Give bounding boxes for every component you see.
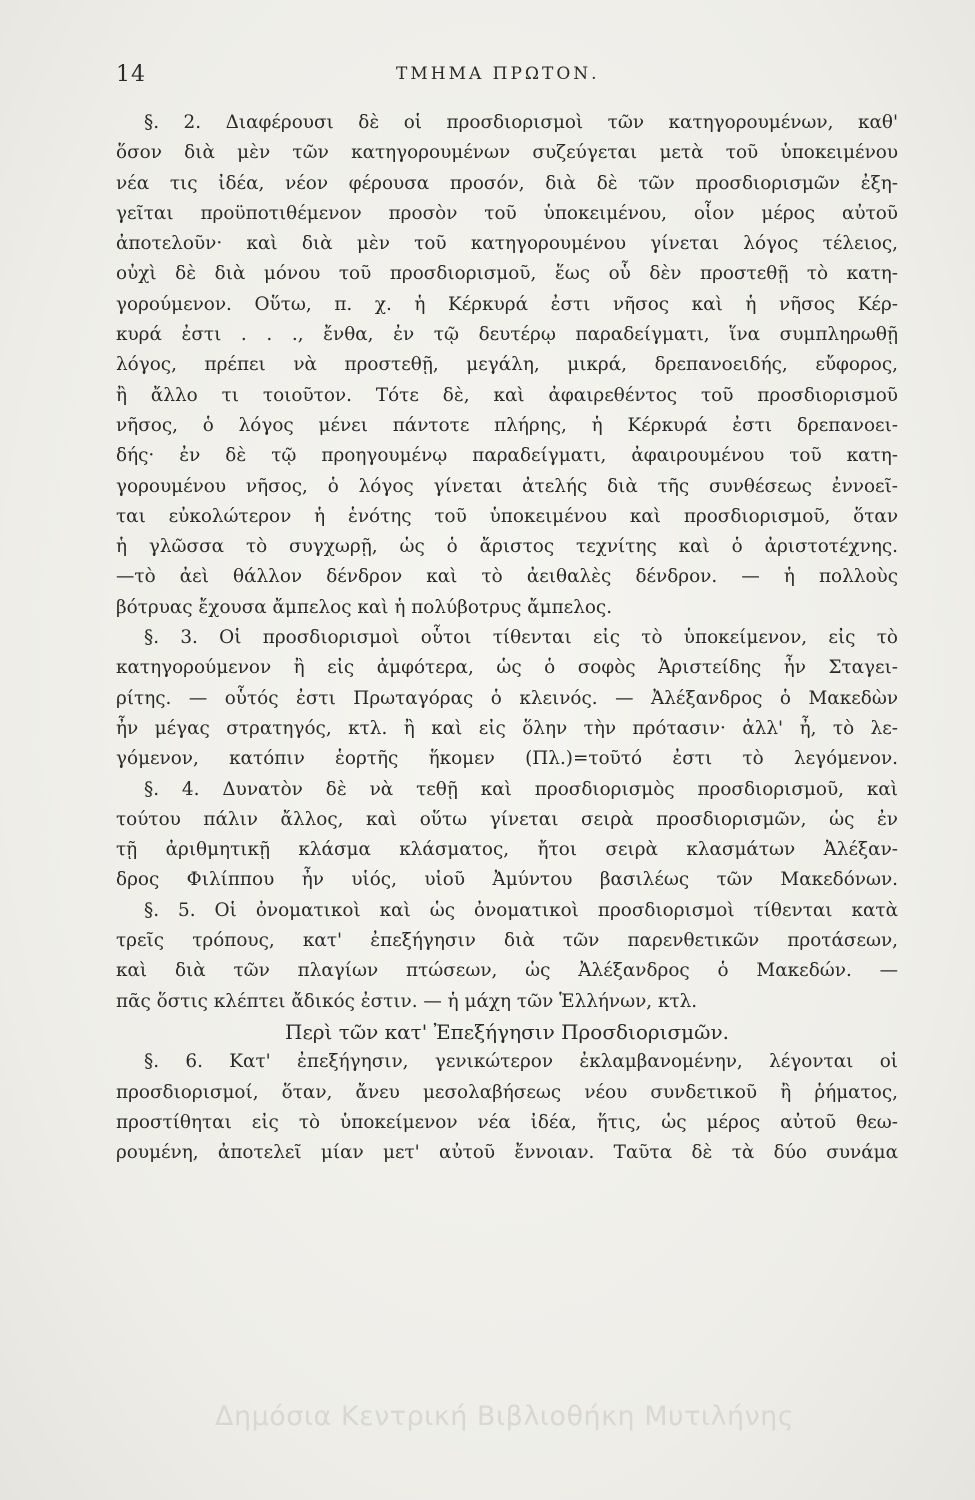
running-head [116, 62, 896, 92]
text-line: §. 2. Διαφέρουσι δὲ οἱ προσδιορισμοὶ τῶν κατηγορουμένων, καθ' [144, 112, 898, 133]
text-line: λόγος, πρέπει νὰ προστεθῇ, μεγάλη, μικρά, δρεπανοειδής, εὔφορος, [116, 354, 898, 376]
body-text [116, 108, 898, 1168]
subsection-heading: Περὶ τῶν κατ' Ἐπεξήγησιν Προσδιορισμῶν. [285, 1019, 729, 1044]
text-line: §. 5. Οἱ ὀνοματικοὶ καὶ ὡς ὀνοματικοὶ προσδιορισμοὶ τίθενται κατὰ [144, 899, 898, 921]
text-line: γορουμένου νῆσος, ὁ λόγος γίνεται ἀτελής διὰ τῆς συνθέσεως ἐννοεῖ- [116, 475, 898, 497]
text-line: προστίθηται εἰς τὸ ὑποκείμενον νέα ἰδέα, ἥτις, ὡς μέρος αὐτοῦ θεω- [116, 1111, 898, 1133]
text-line: γορούμενον. Οὕτω, π. χ. ἡ Κέρκυρά ἐστι νῆσος καὶ ἡ νῆσος Κέρ- [116, 293, 898, 315]
text-line: §. 3. Οἱ προσδιορισμοὶ οὗτοι τίθενται εἰς τὸ ὑποκείμενον, εἰς τὸ [144, 627, 898, 649]
text-line: πᾶς ὅστις κλέπτει ἄδικός ἐστιν. — ἡ μάχη τῶν Ἑλλήνων, κτλ. [116, 990, 698, 1012]
text-line: γεῖται προϋποτιθέμενον προσὸν τοῦ ὑποκειμένου, οἷον μέρος αὐτοῦ [116, 202, 898, 224]
text-line: τῇ ἀριθμητικῇ κλάσμα κλάσματος, ἤτοι σειρὰ κλασμάτων Ἀλέξαν- [116, 839, 898, 861]
text-line: —τὸ ἀεὶ θάλλον δένδρον καὶ τὸ ἀειθαλὲς δένδρον. — ἡ πολλοὺς [116, 566, 898, 588]
text-line: οὐχὶ δὲ διὰ μόνου τοῦ προσδιορισμοῦ, ἕως οὗ δὲν προστεθῇ τὸ κατη- [116, 263, 898, 285]
text-line: ρουμένη, ἀποτελεῖ μίαν μετ' αὐτοῦ ἔννοιαν. Ταῦτα δὲ τὰ δύο συνάμα [116, 1142, 898, 1164]
text-line: ται εὐκολώτερον ἡ ἑνότης τοῦ ὑποκειμένου καὶ προσδιορισμοῦ, ὅταν [116, 505, 898, 527]
text-line: κυρά ἐστι . . ., ἔνθα, ἐν τῷ δευτέρῳ παραδείγματι, ἵνα συμπληρωθῇ [116, 324, 898, 346]
page-number: 14 [116, 62, 146, 87]
text-line: δής· ἐν δὲ τῷ προηγουμένῳ παραδείγματι, ἀφαιρουμένου τοῦ κατη- [116, 445, 898, 467]
text-line: δρος Φιλίππου ἦν υἱός, υἱοῦ Ἀμύντου βασιλέως τῶν Μακεδόνων. [116, 869, 898, 891]
text-line: νῆσος, ὁ λόγος μένει πάντοτε πλήρης, ἡ Κέρκυρά ἐστι δρεπανοει- [116, 414, 898, 436]
text-line: ἡ γλῶσσα τὸ συγχωρῇ, ὡς ὁ ἄριστος τεχνίτης καὶ ὁ ἀριστοτέχνης. [116, 536, 898, 558]
text-line: γόμενον, κατόπιν ἑορτῆς ἥκομεν (Πλ.)=τοῦτό ἐστι τὸ λεγόμενον. [116, 748, 898, 770]
text-line: §. 4. Δυνατὸν δὲ νὰ τεθῇ καὶ προσδιορισμὸς προσδιορισμοῦ, καὶ [144, 778, 898, 800]
text-line: ἦν μέγας στρατηγός, κτλ. ἢ καὶ εἰς ὅλην τὴν πρότασιν· ἀλλ' ἦ, τὸ λε- [116, 717, 898, 739]
text-line: §. 6. Κατ' ἐπεξήγησιν, γενικώτερον ἐκλαμβανομένην, λέγονται οἱ [144, 1051, 898, 1073]
text-line: ὅσον διὰ μὲν τῶν κατηγορουμένων συζεύγεται μετὰ τοῦ ὑποκειμένου [116, 142, 898, 164]
section-title: ΤΜΗΜΑ ΠΡΩΤΟΝ. [396, 64, 600, 84]
text-line: βότρυας ἔχουσα ἄμπελος καὶ ἡ πολύβοτρυς ἄμπελος. [116, 596, 613, 618]
text-line: νέα τις ἰδέα, νέον φέρουσα προσόν, διὰ δὲ τῶν προσδιορισμῶν ἐξη- [116, 172, 898, 194]
text-line: κατηγορούμενον ἢ εἰς ἀμφότερα, ὡς ὁ σοφὸς Ἀριστείδης ἦν Σταγει- [116, 657, 898, 679]
text-line: ἀποτελοῦν· καὶ διὰ μὲν τοῦ κατηγορουμένου γίνεται λόγος τέλειος, [116, 233, 898, 255]
text-line: τρεῖς τρόπους, κατ' ἐπεξήγησιν διὰ τῶν παρενθετικῶν προτάσεων, [116, 930, 898, 952]
text-line: προσδιορισμοί, ὅταν, ἄνευ μεσολαβήσεως νέου συνδετικοῦ ἢ ῥήματος, [116, 1081, 898, 1103]
text-line: καὶ διὰ τῶν πλαγίων πτώσεων, ὡς Ἀλέξανδρος ὁ Μακεδών. — [116, 960, 898, 982]
library-watermark: Δημόσια Κεντρική Βιβλιοθήκη Μυτιλήνης [215, 1401, 795, 1432]
text-line: τούτου πάλιν ἄλλος, καὶ οὕτω γίνεται σειρὰ προσδιορισμῶν, ὡς ἐν [116, 808, 898, 830]
text-line: ἢ ἄλλο τι τοιοῦτον. Τότε δὲ, καὶ ἀφαιρεθέντος τοῦ προσδιορισμοῦ [116, 384, 898, 406]
text-line: ρίτης. — οὗτός ἐστι Πρωταγόρας ὁ κλεινός. — Ἀλέξανδρος ὁ Μακεδὼν [116, 687, 898, 709]
